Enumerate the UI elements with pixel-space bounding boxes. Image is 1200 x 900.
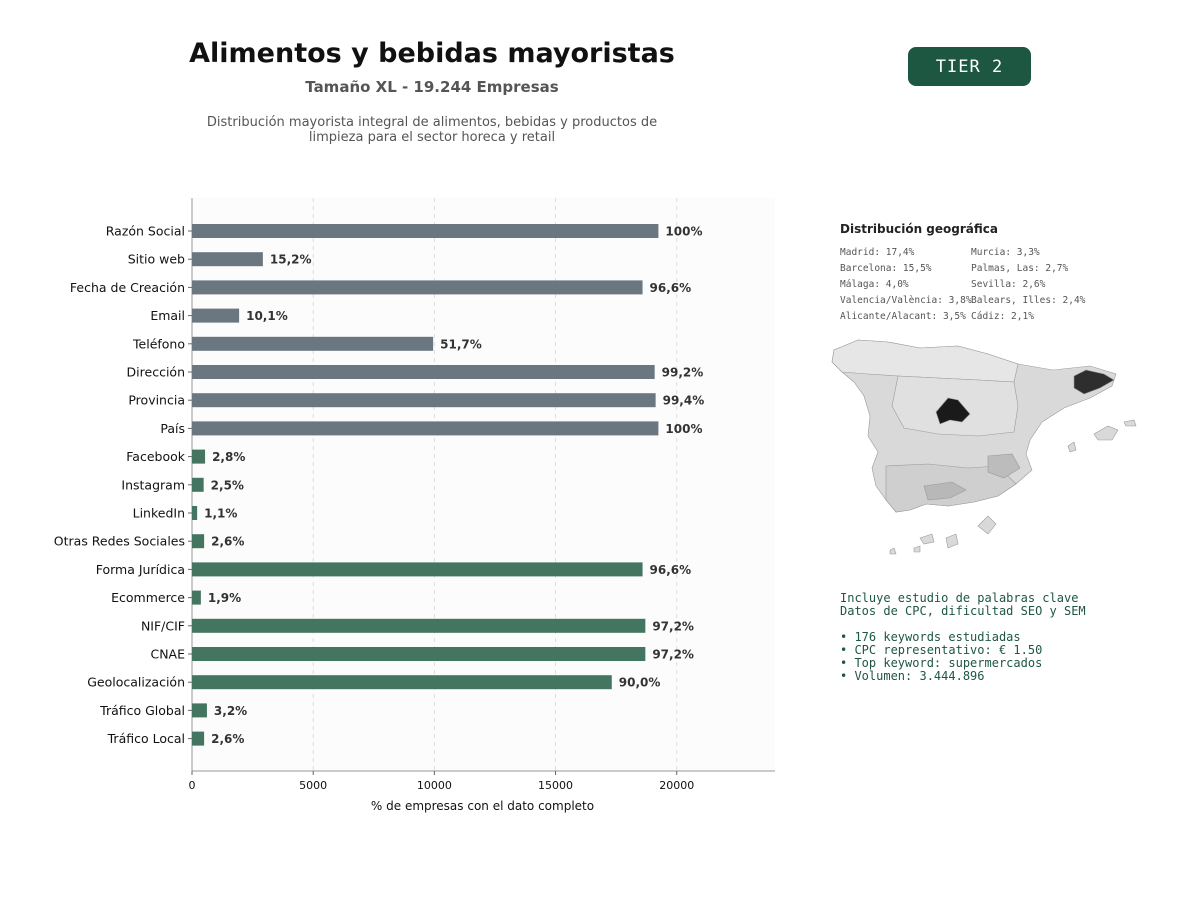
bar: [192, 478, 204, 492]
bar-value-label: 96,6%: [649, 562, 692, 577]
bar: [192, 675, 612, 689]
geo-item: Murcia: 3,3%: [971, 247, 1040, 258]
bar-value-label: 2,5%: [210, 478, 244, 493]
bar: [192, 506, 197, 520]
category-label: Fecha de Creación: [69, 279, 185, 295]
bar-value-label: 2,6%: [211, 534, 245, 549]
map-canary-5: [890, 548, 896, 554]
x-axis-label: % de empresas con el dato completo: [370, 799, 595, 813]
map-canary-2: [946, 534, 958, 548]
geo-item: Balears, Illes: 2,4%: [971, 295, 1086, 306]
bar: [192, 421, 658, 435]
category-label: Email: [150, 308, 185, 324]
geo-item: Cádiz: 2,1%: [971, 311, 1034, 322]
x-tick-label: 0: [188, 779, 196, 792]
bar-value-label: 1,1%: [204, 506, 238, 521]
bar-value-label: 97,2%: [652, 619, 694, 634]
keyword-bullet: • Volumen: 3.444.896: [840, 669, 985, 683]
page-description: Distribución mayorista integral de alimentos, bebidas y productos de limpieza para el sector horeca y retail: [206, 115, 658, 145]
bar-value-label: 1,9%: [207, 591, 242, 606]
bar: [192, 252, 263, 266]
category-label: Geolocalización: [87, 674, 185, 690]
bar: [192, 732, 204, 746]
bar: [192, 309, 239, 323]
bar-value-label: 96,6%: [649, 280, 692, 295]
category-label: Razón Social: [105, 223, 185, 239]
geo-item: Madrid: 17,4%: [840, 247, 915, 258]
category-label: LinkedIn: [132, 505, 185, 521]
bar: [192, 280, 643, 294]
bar: [192, 534, 204, 548]
bar: [192, 393, 656, 407]
geo-item: Barcelona: 15,5%: [840, 263, 932, 274]
category-label: Tráfico Global: [100, 702, 185, 718]
bar: [192, 365, 655, 379]
map-canary-4: [914, 546, 920, 552]
x-tick-label: 5000: [299, 779, 328, 792]
geo-item: Alicante/Alacant: 3,5%: [840, 311, 966, 322]
category-label: Teléfono: [133, 336, 185, 352]
geo-item: Palmas, Las: 2,7%: [971, 263, 1069, 274]
map-mallorca: [1094, 426, 1118, 440]
bar: [192, 647, 645, 661]
category-label: Tráfico Local: [107, 731, 185, 747]
geo-item: Valencia/València: 3,8%: [840, 295, 972, 306]
keywords-line-2: Datos de CPC, dificultad SEO y SEM: [840, 604, 1086, 618]
bar-value-label: 100%: [665, 421, 703, 436]
x-tick-label: 15000: [538, 779, 574, 792]
bar-value-label: 100%: [665, 224, 703, 239]
bar-value-label: 51,7%: [440, 337, 482, 352]
category-label: Dirección: [126, 364, 185, 380]
bar-value-label: 99,4%: [662, 393, 705, 408]
keywords-line-1: Incluye estudio de palabras clave: [840, 591, 1079, 605]
geo-list: [840, 246, 1140, 323]
category-label: CNAE: [150, 646, 185, 662]
map-canary-3: [920, 534, 934, 544]
map-ibiza: [1068, 442, 1076, 452]
bar: [192, 224, 658, 238]
bar-value-label: 97,2%: [652, 647, 694, 662]
geo-item: Sevilla: 2,6%: [971, 279, 1046, 290]
bar: [192, 450, 205, 464]
bar: [192, 562, 643, 576]
tier-badge: TIER 2: [908, 47, 1031, 86]
geo-title: Distribución geográfica: [840, 222, 998, 236]
bar-value-label: 99,2%: [661, 365, 704, 380]
bar: [192, 703, 207, 717]
page-title: Alimentos y bebidas mayoristas: [189, 38, 675, 69]
map-canary-1: [978, 516, 996, 534]
keyword-bullet: • 176 keywords estudiadas: [840, 630, 1021, 644]
category-label: Instagram: [121, 477, 185, 493]
x-tick-label: 10000: [416, 779, 452, 792]
spain-map: [828, 336, 1143, 561]
category-label: Forma Jurídica: [95, 561, 185, 577]
bar-value-label: 10,1%: [246, 309, 288, 324]
x-tick-label: 20000: [659, 779, 695, 792]
category-label: Provincia: [128, 392, 185, 408]
bar-value-label: 15,2%: [269, 252, 312, 267]
keyword-bullet: • Top keyword: supermercados: [840, 656, 1043, 670]
keyword-bullet: • CPC representativo: € 1.50: [840, 643, 1043, 657]
bar-value-label: 2,8%: [212, 450, 246, 465]
category-label: Sitio web: [127, 251, 185, 267]
geo-item: Málaga: 4,0%: [840, 279, 909, 290]
category-label: Otras Redes Sociales: [53, 533, 185, 549]
bar: [192, 619, 645, 633]
category-label: País: [160, 420, 185, 436]
bar-value-label: 3,2%: [213, 703, 248, 718]
map-menorca: [1124, 420, 1136, 426]
page-subtitle: Tamaño XL - 19.244 Empresas: [305, 78, 559, 96]
category-label: NIF/CIF: [140, 618, 185, 634]
category-label: Ecommerce: [111, 590, 185, 606]
bar: [192, 591, 201, 605]
bar-value-label: 2,6%: [211, 732, 245, 747]
category-label: Facebook: [126, 449, 185, 465]
bar-value-label: 90,0%: [618, 675, 661, 690]
bar: [192, 337, 433, 351]
keywords-block: [840, 592, 1086, 683]
